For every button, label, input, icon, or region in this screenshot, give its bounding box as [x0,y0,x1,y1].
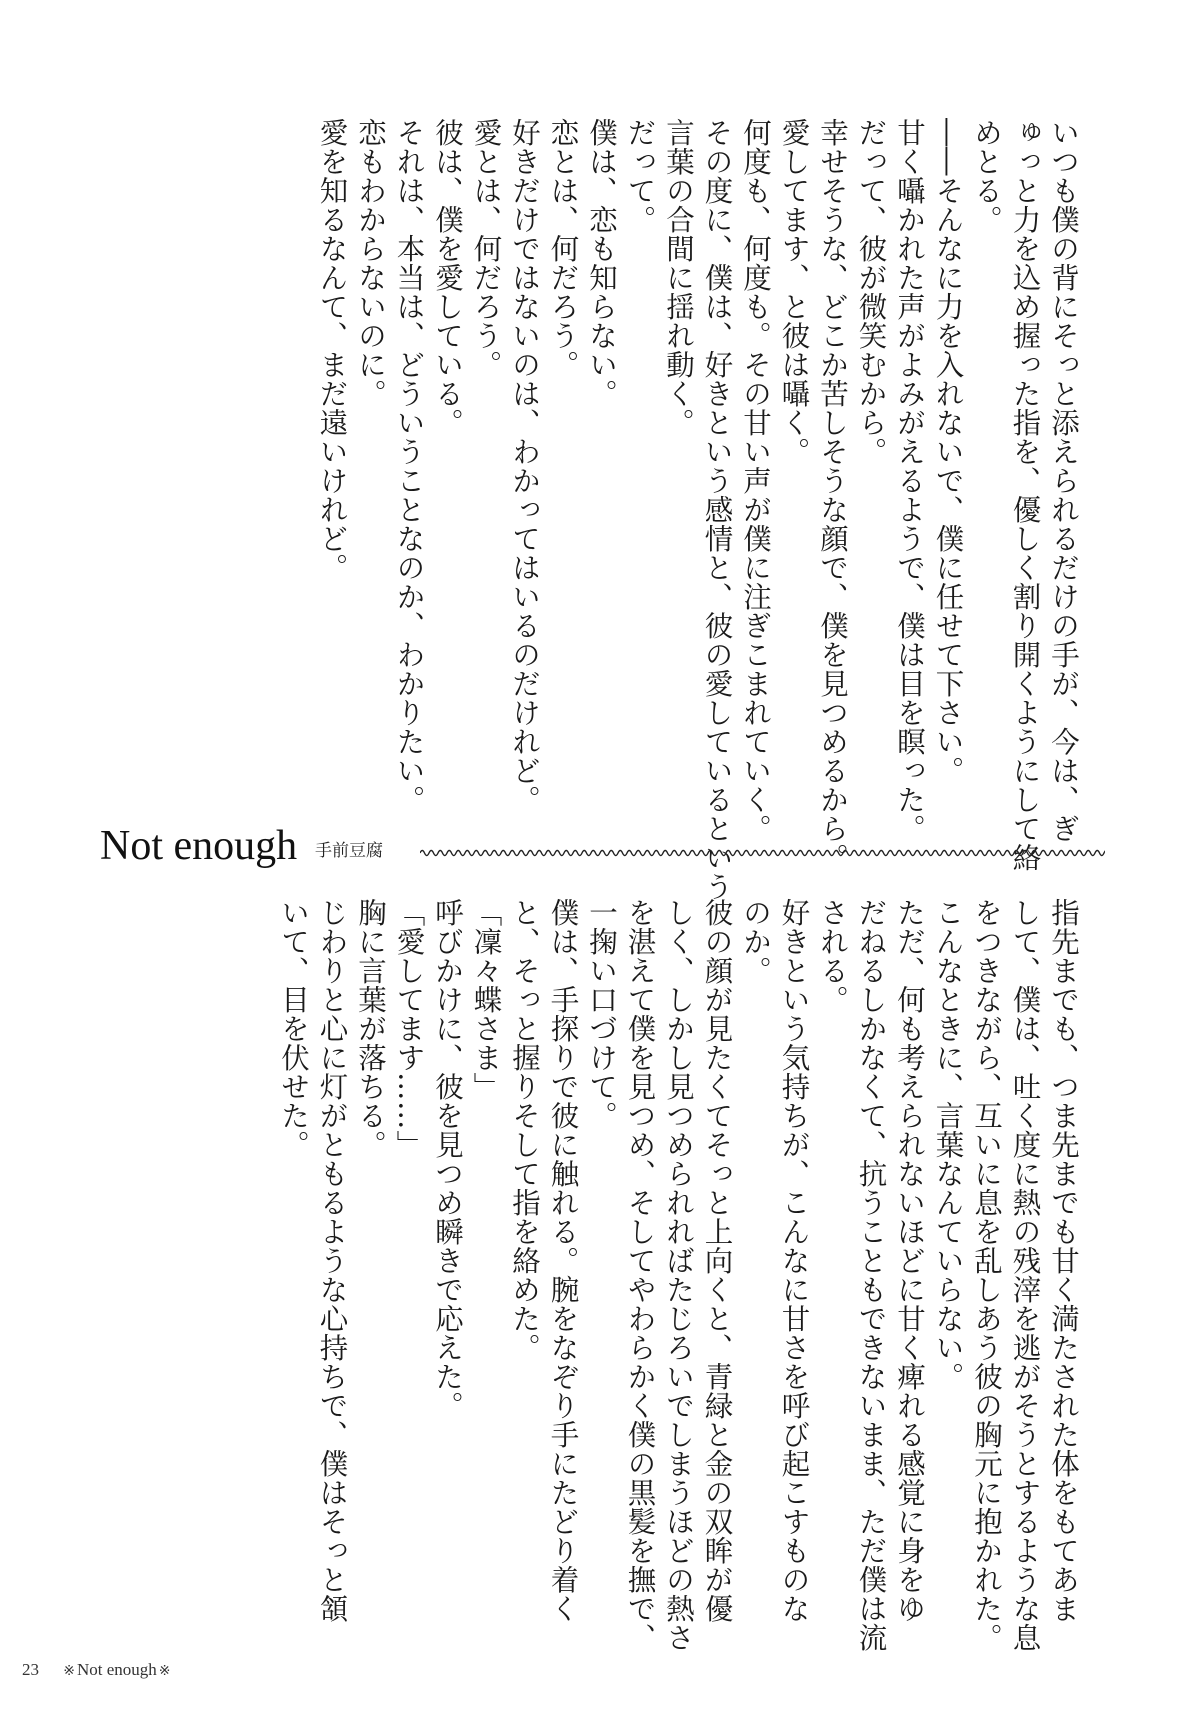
text-line: 言葉の合間に揺れ動く。 [662,118,695,437]
text-line: 僕は、恋も知らない。 [585,118,618,408]
text-line: 「愛してます……」 [392,898,426,1159]
lower-text-columns [274,898,1083,1652]
text-line: 甘く囁かれた声がよみがえるようで、僕は目を瞑った。 [893,118,926,843]
text-line: と、そっと握りそして指を絡めた。 [508,898,541,1362]
text-line: 一掬い口づけて。 [585,898,618,1130]
text-line: のか。 [739,898,772,985]
text-line: 彼は、僕を愛している。 [431,118,464,437]
text-line: 恋もわからないのに。 [354,118,387,408]
asterism-icon: ※ [158,1664,171,1679]
text-line: ――そんなに力を入れないで、僕に任せて下さい。 [931,118,965,785]
text-line: される。 [816,898,849,1014]
text-line: いて、目を伏せた。 [277,898,310,1159]
page-number: 23 [22,1660,39,1679]
text-line: を湛えて僕を見つめ、そしてやわらかく僕の黒髪を撫で、 [623,898,657,1652]
text-line: しく、しかし見つめられればたじろいでしまうほどの熱さ [662,898,695,1652]
story-title: Not enough [100,823,298,869]
text-line: 何度も、何度も。その甘い声が僕に注ぎこまれていく。 [739,118,772,843]
text-line: だって、彼が微笑むから。 [854,118,888,466]
text-line: をつきながら、互いに息を乱しあう彼の胸元に抱かれた。 [970,898,1003,1652]
asterism-icon: ※ [63,1664,75,1679]
text-line: 愛を知るなんて、まだ遠いけれど。 [315,118,349,582]
text-line: して、僕は、吐く度に熱の残滓を逃がそうとするような息 [1008,898,1042,1652]
text-line: 幸せそうな、どこか苦しそうな顔で、僕を見つめるから。 [816,118,849,872]
text-line: 指先までも、つま先までも甘く満たされた体をもてあま [1047,898,1080,1623]
author-name: 手前豆腐 [315,841,383,861]
text-line: だねるしかなくて、抗うこともできないまま、ただ僕は流 [854,898,888,1652]
text-line: 愛とは、何だろう。 [469,118,503,379]
title-bar [100,822,1105,870]
running-title: Not enough [76,1660,157,1679]
text-line: 呼びかけに、彼を見つめ瞬きで応えた。 [431,898,464,1420]
text-line: 恋とは、何だろう。 [546,118,580,379]
text-line: 僕は、手探りで彼に触れる。腕をなぞり手にたどり着く [546,898,580,1623]
text-line: いつも僕の背にそっと添えられるだけの手が、今は、ぎ [1047,118,1080,843]
page-footer [22,1660,171,1684]
text-line: それは、本当は、どういうことなのか、わかりたい。 [392,118,426,814]
text-line: ただ、何も考えられないほどに甘く痺れる感覚に身をゆ [893,898,926,1623]
wave-ornament-divider [420,848,1105,858]
text-line: じわりと心に灯がともるような心持ちで、僕はそっと頷 [315,898,349,1623]
text-line: ゅっと力を込め握った指を、優しく割り開くようにして絡 [1008,118,1042,872]
text-line: 愛してます、と彼は囁く。 [777,118,811,466]
text-line: その度に、僕は、好きという感情と、彼の愛しているという [700,118,734,901]
text-line: 彼の顔が見たくてそっと上向くと、青緑と金の双眸が優 [700,898,734,1623]
text-line: 胸に言葉が落ちる。 [354,898,387,1159]
text-line: 好きだけではないのは、わかってはいるのだけれど。 [508,118,541,814]
text-line: だって。 [623,118,657,234]
text-line: 好きという気持ちが、こんなに甘さを呼び起こすものな [777,898,811,1623]
text-line: めとる。 [970,118,1003,234]
text-line: こんなときに、言葉なんていらない。 [931,898,965,1391]
text-line: 「凜々蝶さま」 [469,898,503,1101]
